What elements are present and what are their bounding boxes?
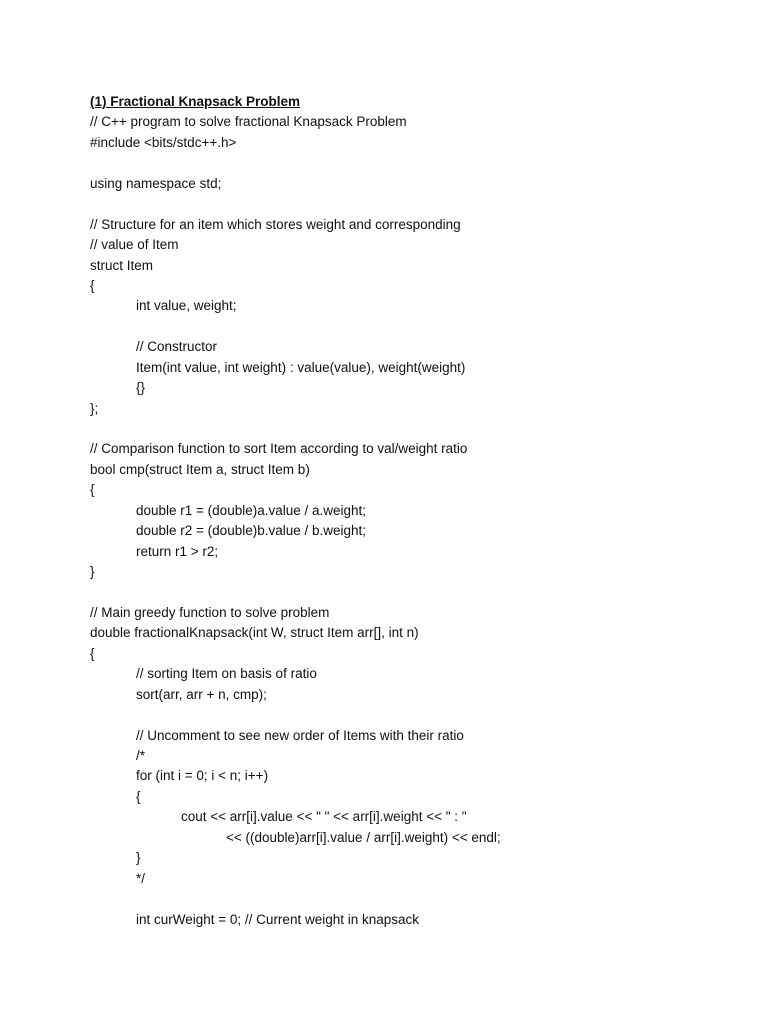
code-line: // C++ program to solve fractional Knapsack Problem xyxy=(90,114,407,130)
code-line: double r1 = (double)a.value / a.weight; xyxy=(136,502,367,518)
code-line: for (int i = 0; i < n; i++) xyxy=(136,768,269,784)
code-line: {} xyxy=(136,380,146,396)
blank-line xyxy=(90,583,750,603)
code-line: // Comparison function to sort Item according to val/weight ratio xyxy=(90,441,468,457)
code-line: Item(int value, int weight) : value(value), weight(weight) xyxy=(136,359,466,375)
code-line: { xyxy=(90,482,95,498)
code-line: { xyxy=(90,645,95,661)
code-line: // Constructor xyxy=(136,339,218,355)
code-line: } xyxy=(90,564,95,580)
code-line: } xyxy=(136,850,141,866)
code-line: */ xyxy=(136,870,146,886)
code-line: { xyxy=(136,788,141,804)
blank-line xyxy=(90,889,750,909)
document-body xyxy=(90,92,750,930)
code-line: }; xyxy=(90,400,99,416)
code-line: // Uncomment to see new order of Items with their ratio xyxy=(136,727,464,743)
blank-line xyxy=(90,419,750,439)
blank-line xyxy=(90,194,750,214)
blank-line xyxy=(90,317,750,337)
code-line: // Structure for an item which stores weight and corresponding xyxy=(90,216,461,232)
code-line: << ((double)arr[i].value / arr[i].weight) << endl; xyxy=(226,829,501,845)
code-line: /* xyxy=(136,748,146,763)
code-line: return r1 > r2; xyxy=(136,543,219,559)
code-line: { xyxy=(90,277,95,293)
code-line: struct Item xyxy=(90,257,154,273)
code-line: // value of Item xyxy=(90,237,179,253)
code-line: cout << arr[i].value << " " << arr[i].weight << " : " xyxy=(181,809,467,825)
code-line: using namespace std; xyxy=(90,175,222,191)
code-line: // sorting Item on basis of ratio xyxy=(136,666,317,682)
code-line: #include <bits/stdc++.h> xyxy=(90,134,237,150)
code-line: int curWeight = 0; // Current weight in knapsack xyxy=(136,911,420,927)
code-line: double fractionalKnapsack(int W, struct Item arr[], int n) xyxy=(90,625,419,641)
code-line: int value, weight; xyxy=(136,298,237,314)
blank-line xyxy=(90,705,750,725)
document-title: (1) Fractional Knapsack Problem xyxy=(90,94,301,109)
code-line: double r2 = (double)b.value / b.weight; xyxy=(136,523,367,539)
code-line: bool cmp(struct Item a, struct Item b) xyxy=(90,461,310,477)
code-line: // Main greedy function to solve problem xyxy=(90,604,330,620)
blank-line xyxy=(90,153,750,173)
code-line: sort(arr, arr + n, cmp); xyxy=(136,686,267,702)
